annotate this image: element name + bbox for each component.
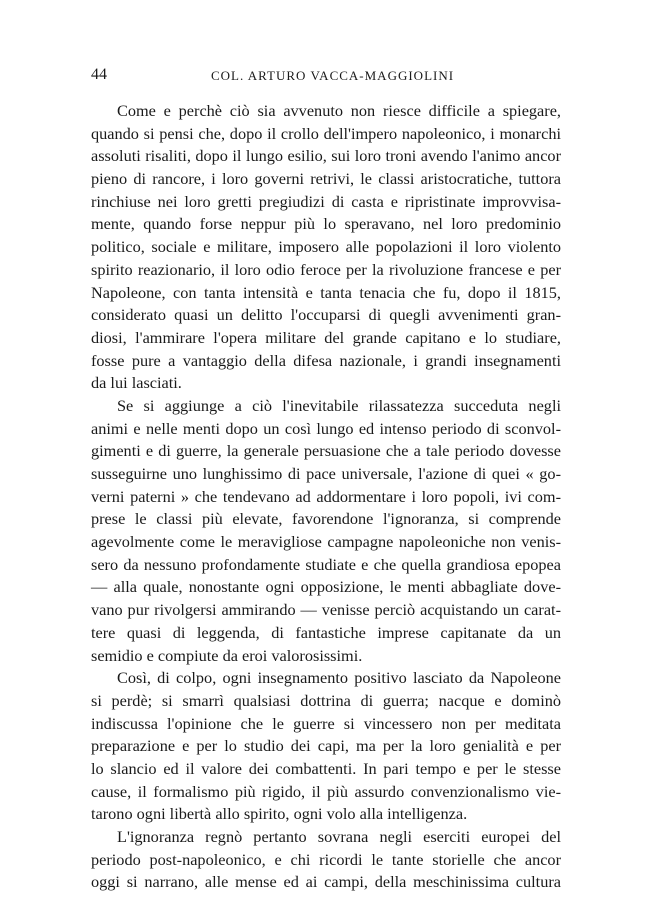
- text-line: quando si pensi che, dopo il crollo dell'impero napoleonico, i monarchi: [91, 123, 561, 143]
- text-line: vano pur rivolgersi ammirando — venisse perciò acquistando un carat-: [91, 600, 561, 620]
- text-line: politico, sociale e militare, imposero alle popolazioni il loro violento: [91, 237, 561, 257]
- text-line: tere quasi di leggenda, di fantastiche imprese capitanate da un: [91, 622, 561, 642]
- text-line: verni paterni » che tendevano ad addormentare i loro popoli, ivi com-: [91, 486, 561, 506]
- text-line: semidio e compiute da eroi valorosissimi.: [91, 645, 363, 665]
- text-line: spirito reazionario, il loro odio feroce per la rivoluzione francese e per: [91, 259, 561, 279]
- text-line: tarono ogni libertà allo spirito, ogni volo alla intelligenza.: [91, 804, 468, 824]
- text-line: sero da nessuno profondamente studiate e che quella grandiosa epopea: [91, 554, 561, 574]
- text-line: gimenti e di guerre, la generale persuasione che a tale periodo dovesse: [91, 441, 561, 461]
- text-line: L'ignoranza regnò pertanto sovrana negli eserciti europei del: [117, 827, 561, 846]
- text-line: indiscussa l'opinione che le guerre si vincessero non per meditata: [91, 713, 561, 733]
- text-line: animi e nelle menti dopo un così lungo ed intenso periodo di sconvol-: [91, 418, 561, 438]
- text-line: cause, il formalismo più rigido, il più assurdo convenzionalismo vie-: [91, 781, 561, 801]
- text-line: Napoleone, con tanta intensità e tanta tenacia che fu, dopo il 1815,: [91, 282, 561, 302]
- text-line: Se si aggiunge a ciò l'inevitabile rilassatezza succeduta negli: [117, 395, 561, 415]
- text-line: oggi si narrano, alle mense ed ai campi, della meschinissima cultura: [91, 872, 561, 892]
- text-line: agevolmente come le meravigliose campagne napoleoniche non venis-: [91, 532, 561, 552]
- text-line: lo slancio ed il valore dei combattenti. In pari tempo e per le stesse: [91, 758, 561, 778]
- text-line: rinchiuse nei loro gretti pregiudizi di casta e ripristinate improvvisa-: [91, 191, 561, 211]
- text-line: Come e perchè ciò sia avvenuto non riesce difficile a spiegare,: [117, 101, 561, 120]
- paragraph-4: [91, 826, 561, 894]
- text-line: prese le classi più elevate, favorendone l'ignoranza, si comprende: [91, 509, 561, 529]
- text-line: assoluti risaliti, dopo il lungo esilio, sui loro troni avendo l'animo ancor: [91, 146, 561, 166]
- text-line: da lui lasciati.: [91, 373, 182, 393]
- running-head: COL. ARTURO VACCA-MAGGIOLINI: [211, 68, 455, 83]
- text-line: susseguirne uno lunghissimo di pace universale, l'azione di quei « go-: [91, 464, 561, 483]
- text-line: mente, quando forse neppur più lo speravano, nel loro predominio: [91, 214, 561, 234]
- body-text: [91, 100, 561, 894]
- text-line: diosi, l'ammirare l'opera militare del grande capitano e lo studiare,: [91, 327, 561, 347]
- text-line: Così, di colpo, ogni insegnamento positivo lasciato da Napoleone: [117, 668, 561, 688]
- paragraph-3: [91, 667, 561, 826]
- paragraph-1: [91, 100, 561, 395]
- paragraph-2: [91, 395, 561, 667]
- text-line: si perdè; si smarrì qualsiasi dottrina di guerra; nacque e dominò: [91, 690, 561, 710]
- text-line: pieno di rancore, i loro governi retrivi, le classi aristocratiche, tuttora: [91, 169, 561, 189]
- text-line: fosse pure a vantaggio della difesa nazionale, i grandi insegnamenti: [91, 350, 561, 370]
- text-line: preparazione e per lo studio dei capi, ma per la loro genialità e per: [91, 736, 561, 756]
- page-number: 44: [91, 66, 107, 83]
- text-line: — alla quale, nonostante ogni opposizione, le menti abbagliate dove-: [91, 577, 561, 597]
- text-line: periodo post-napoleonico, e chi ricordi le tante storielle che ancor: [91, 849, 561, 869]
- text-line: considerato quasi un delitto l'occuparsi di quegli avvenimenti gran-: [91, 305, 561, 325]
